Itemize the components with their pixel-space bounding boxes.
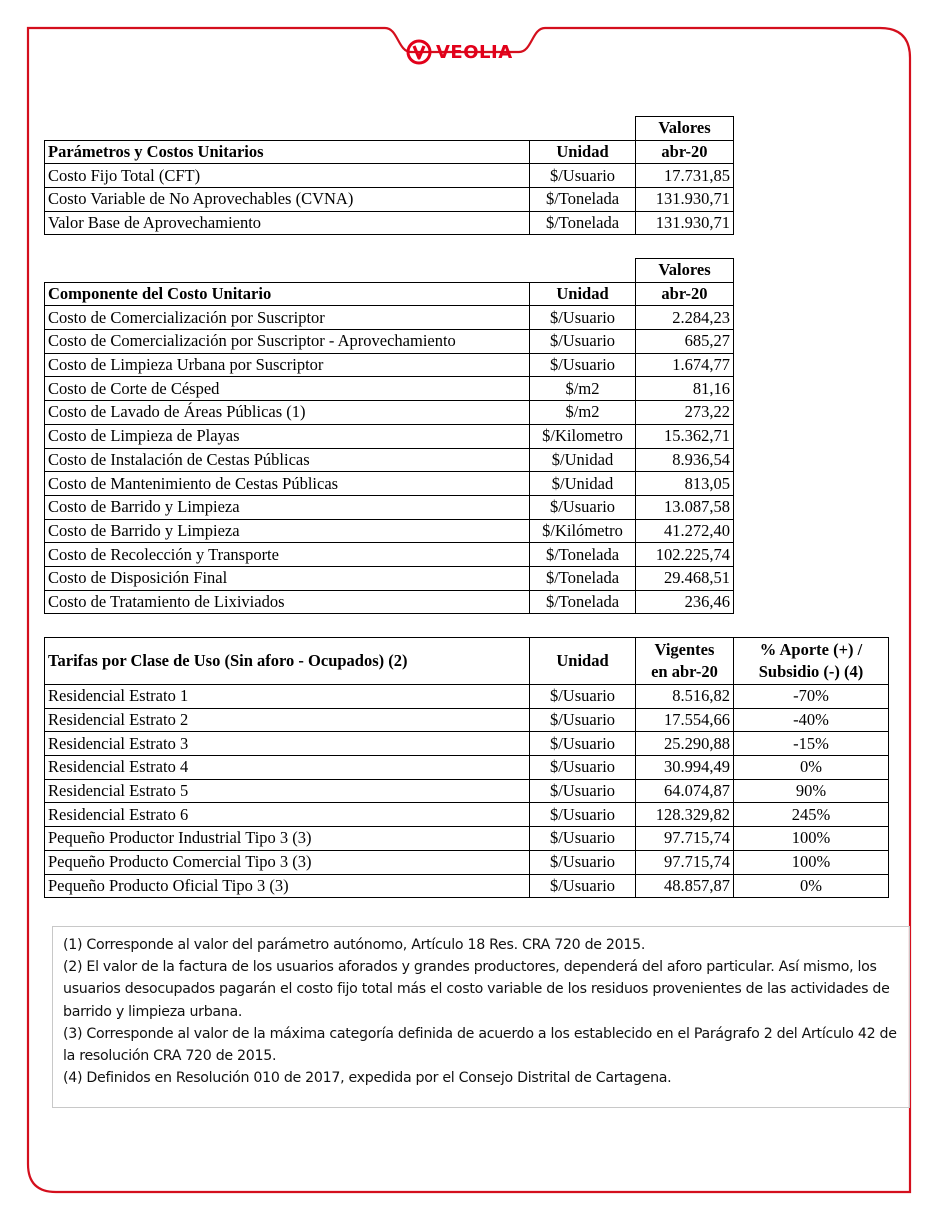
aporte-cell: 245% bbox=[734, 803, 889, 827]
value-cell: 97.715,74 bbox=[636, 827, 734, 851]
aporte-cell: 0% bbox=[734, 756, 889, 780]
concept-cell: Costo de Comercialización por Suscriptor - Aprovechamiento bbox=[45, 330, 530, 354]
concept-cell: Costo de Limpieza de Playas bbox=[45, 424, 530, 448]
table-row bbox=[45, 803, 889, 827]
concept-cell: Costo de Barrido y Limpieza bbox=[45, 495, 530, 519]
table-row bbox=[45, 779, 889, 803]
concept-cell: Costo de Lavado de Áreas Públicas (1) bbox=[45, 401, 530, 425]
concept-cell: Pequeño Producto Comercial Tipo 3 (3) bbox=[45, 850, 530, 874]
value-cell: 41.272,40 bbox=[636, 519, 734, 543]
table-row bbox=[45, 472, 734, 496]
value-cell: 29.468,51 bbox=[636, 566, 734, 590]
value-cell: 813,05 bbox=[636, 472, 734, 496]
concept-cell: Costo de Limpieza Urbana por Suscriptor bbox=[45, 353, 530, 377]
parametros-table bbox=[44, 116, 734, 235]
concept-cell: Residencial Estrato 2 bbox=[45, 708, 530, 732]
unit-cell: $/Usuario bbox=[530, 827, 636, 851]
concept-cell: Pequeño Producto Oficial Tipo 3 (3) bbox=[45, 874, 530, 898]
aporte-cell: -40% bbox=[734, 708, 889, 732]
unit-cell: $/Usuario bbox=[530, 732, 636, 756]
value-cell: 128.329,82 bbox=[636, 803, 734, 827]
table-header-row bbox=[45, 259, 734, 283]
table-header-row bbox=[45, 140, 734, 164]
value-cell: 273,22 bbox=[636, 401, 734, 425]
table-row bbox=[45, 732, 889, 756]
unit-cell: $/Usuario bbox=[530, 306, 636, 330]
table-row bbox=[45, 448, 734, 472]
unit-cell: $/Usuario bbox=[530, 495, 636, 519]
veolia-logo-icon bbox=[405, 38, 433, 66]
parametros-table-body bbox=[45, 164, 734, 235]
notes-box bbox=[52, 926, 910, 1108]
unit-cell: $/Tonelada bbox=[530, 211, 636, 235]
table-header-row bbox=[45, 117, 734, 141]
period-header: abr-20 bbox=[636, 140, 734, 164]
table-row bbox=[45, 874, 889, 898]
tarifas-table bbox=[44, 637, 889, 898]
value-cell: 131.930,71 bbox=[636, 188, 734, 212]
table-row bbox=[45, 401, 734, 425]
unit-cell: $/Usuario bbox=[530, 708, 636, 732]
veolia-logo bbox=[405, 36, 513, 68]
unit-cell: $/Usuario bbox=[530, 353, 636, 377]
unit-header: Unidad bbox=[530, 638, 636, 685]
vigentes-header-line1: Vigentes bbox=[654, 640, 715, 659]
note-2: (2) El valor de la factura de los usuarios aforados y grandes productores, dependerá del aforo particular. Así mismo, los usuarios desocupados pagarán el costo fijo total más el costo variable de los residuos provenientes de las actividades de barrido y limpieza urbana. bbox=[63, 959, 890, 1020]
table-row bbox=[45, 543, 734, 567]
table-header-row bbox=[45, 638, 889, 685]
unit-header: Unidad bbox=[530, 140, 636, 164]
table-row bbox=[45, 353, 734, 377]
value-cell: 1.674,77 bbox=[636, 353, 734, 377]
value-cell: 8.936,54 bbox=[636, 448, 734, 472]
unit-cell: $/Usuario bbox=[530, 164, 636, 188]
table-row bbox=[45, 330, 734, 354]
unit-cell: $/m2 bbox=[530, 377, 636, 401]
table-row bbox=[45, 708, 889, 732]
concept-cell: Costo de Mantenimiento de Cestas Públicas bbox=[45, 472, 530, 496]
table-row bbox=[45, 211, 734, 235]
table-row bbox=[45, 164, 734, 188]
unit-cell: $/Unidad bbox=[530, 448, 636, 472]
unit-cell: $/Tonelada bbox=[530, 590, 636, 614]
concept-header: Componente del Costo Unitario bbox=[45, 282, 530, 306]
table-row bbox=[45, 850, 889, 874]
aporte-header-line1: % Aporte (+) / bbox=[759, 640, 863, 659]
componente-costo-table bbox=[44, 258, 734, 614]
unit-cell: $/m2 bbox=[530, 401, 636, 425]
value-cell: 8.516,82 bbox=[636, 685, 734, 709]
unit-cell: $/Usuario bbox=[530, 330, 636, 354]
table-row bbox=[45, 495, 734, 519]
concept-cell: Valor Base de Aprovechamiento bbox=[45, 211, 530, 235]
value-cell: 2.284,23 bbox=[636, 306, 734, 330]
table-row bbox=[45, 756, 889, 780]
table-row bbox=[45, 306, 734, 330]
concept-cell: Residencial Estrato 5 bbox=[45, 779, 530, 803]
aporte-header-line2: Subsidio (-) (4) bbox=[758, 662, 864, 681]
unit-header: Unidad bbox=[530, 282, 636, 306]
concept-cell: Costo de Recolección y Transporte bbox=[45, 543, 530, 567]
aporte-cell: 100% bbox=[734, 827, 889, 851]
table-row bbox=[45, 188, 734, 212]
value-cell: 30.994,49 bbox=[636, 756, 734, 780]
note-3: (3) Corresponde al valor de la máxima categoría definida de acuerdo a los establecido en el Parágrafo 2 del Artículo 42 de la resolución CRA 720 de 2015. bbox=[63, 1025, 897, 1065]
concept-cell: Costo Variable de No Aprovechables (CVNA) bbox=[45, 188, 530, 212]
unit-cell: $/Usuario bbox=[530, 756, 636, 780]
value-cell: 17.554,66 bbox=[636, 708, 734, 732]
concept-cell: Costo de Comercialización por Suscriptor bbox=[45, 306, 530, 330]
unit-cell: $/Tonelada bbox=[530, 543, 636, 567]
aporte-cell: -15% bbox=[734, 732, 889, 756]
value-cell: 15.362,71 bbox=[636, 424, 734, 448]
unit-cell: $/Usuario bbox=[530, 803, 636, 827]
note-4: (4) Definidos en Resolución 010 de 2017, expedida por el Consejo Distrital de Cartagena. bbox=[63, 1070, 672, 1087]
value-cell: 685,27 bbox=[636, 330, 734, 354]
concept-cell: Costo de Corte de Césped bbox=[45, 377, 530, 401]
unit-cell: $/Tonelada bbox=[530, 566, 636, 590]
unit-cell: $/Tonelada bbox=[530, 188, 636, 212]
concept-cell: Residencial Estrato 3 bbox=[45, 732, 530, 756]
value-cell: 102.225,74 bbox=[636, 543, 734, 567]
concept-cell: Pequeño Productor Industrial Tipo 3 (3) bbox=[45, 827, 530, 851]
value-cell: 17.731,85 bbox=[636, 164, 734, 188]
value-cell: 131.930,71 bbox=[636, 211, 734, 235]
value-cell: 64.074,87 bbox=[636, 779, 734, 803]
concept-cell: Costo de Instalación de Cestas Públicas bbox=[45, 448, 530, 472]
veolia-logo-text: VEOLIA bbox=[436, 41, 513, 63]
concept-header: Parámetros y Costos Unitarios bbox=[45, 140, 530, 164]
table-row bbox=[45, 590, 734, 614]
concept-cell: Residencial Estrato 6 bbox=[45, 803, 530, 827]
table-row bbox=[45, 424, 734, 448]
concept-cell: Costo de Tratamiento de Lixiviados bbox=[45, 590, 530, 614]
unit-cell: $/Unidad bbox=[530, 472, 636, 496]
unit-cell: $/Kilometro bbox=[530, 424, 636, 448]
valores-header: Valores bbox=[636, 117, 734, 141]
table-header-row bbox=[45, 282, 734, 306]
componente-costo-table-body bbox=[45, 306, 734, 614]
aporte-cell: 100% bbox=[734, 850, 889, 874]
unit-cell: $/Usuario bbox=[530, 685, 636, 709]
concept-cell: Costo de Disposición Final bbox=[45, 566, 530, 590]
unit-cell: $/Usuario bbox=[530, 874, 636, 898]
value-cell: 236,46 bbox=[636, 590, 734, 614]
table-row bbox=[45, 377, 734, 401]
table-row bbox=[45, 566, 734, 590]
value-cell: 25.290,88 bbox=[636, 732, 734, 756]
aporte-cell: -70% bbox=[734, 685, 889, 709]
unit-cell: $/Usuario bbox=[530, 779, 636, 803]
unit-cell: $/Usuario bbox=[530, 850, 636, 874]
period-header: abr-20 bbox=[636, 282, 734, 306]
valores-header: Valores bbox=[636, 259, 734, 283]
concept-header: Tarifas por Clase de Uso (Sin aforo - Ocupados) (2) bbox=[45, 638, 530, 685]
concept-cell: Residencial Estrato 4 bbox=[45, 756, 530, 780]
vigentes-header bbox=[636, 638, 734, 685]
value-cell: 81,16 bbox=[636, 377, 734, 401]
aporte-header bbox=[734, 638, 889, 685]
aporte-cell: 90% bbox=[734, 779, 889, 803]
concept-cell: Costo Fijo Total (CFT) bbox=[45, 164, 530, 188]
value-cell: 48.857,87 bbox=[636, 874, 734, 898]
table-row bbox=[45, 519, 734, 543]
concept-cell: Costo de Barrido y Limpieza bbox=[45, 519, 530, 543]
value-cell: 97.715,74 bbox=[636, 850, 734, 874]
value-cell: 13.087,58 bbox=[636, 495, 734, 519]
note-1: (1) Corresponde al valor del parámetro autónomo, Artículo 18 Res. CRA 720 de 2015. bbox=[63, 937, 646, 953]
unit-cell: $/Kilómetro bbox=[530, 519, 636, 543]
tarifas-table-body bbox=[45, 685, 889, 898]
aporte-cell: 0% bbox=[734, 874, 889, 898]
vigentes-header-line2: en abr-20 bbox=[651, 662, 718, 681]
table-row bbox=[45, 827, 889, 851]
table-row bbox=[45, 685, 889, 709]
concept-cell: Residencial Estrato 1 bbox=[45, 685, 530, 709]
